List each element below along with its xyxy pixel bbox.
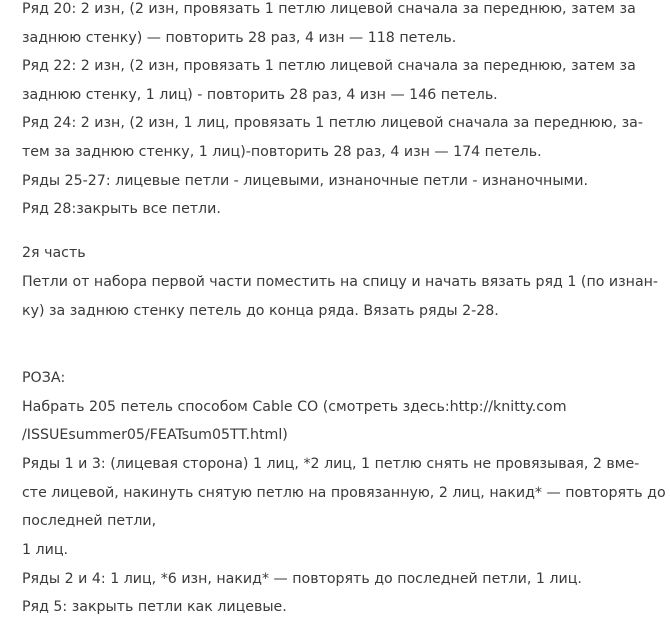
text-line: 1 лиц. bbox=[22, 542, 68, 558]
text-line: Ряды 1 и 3: (лицевая сторона) 1 лиц, *2 лиц, 1 петлю снять не провязывая, 2 вме- bbox=[22, 456, 640, 472]
text-line: Петли от набора первой части поместить на спицу и начать вязать ряд 1 (по изнан- bbox=[22, 274, 659, 290]
text-line: ку) за заднюю стенку петель до конца ряда. Вязать ряды 2-28. bbox=[22, 303, 499, 319]
text-line: Ряды 25-27: лицевые петли - лицевыми, изнаночные петли - изнаночными. bbox=[22, 173, 588, 189]
text-line: Ряды 2 и 4: 1 лиц, *6 изн, накид* — повторять до последней петли, 1 лиц. bbox=[22, 571, 582, 587]
text-line: заднюю стенку) — повторить 28 раз, 4 изн — 118 петель. bbox=[22, 30, 457, 46]
text-line: Ряд 24: 2 изн, (2 изн, 1 лиц, провязать 1 петлю лицевой сначала за переднюю, за- bbox=[22, 115, 643, 131]
text-line: Набрать 205 петель способом Cable CO (смотреть здесь:http://knitty.com bbox=[22, 399, 567, 415]
section-heading: 2я часть bbox=[22, 245, 86, 261]
text-line: Ряд 28:закрыть все петли. bbox=[22, 201, 221, 217]
text-line: Ряд 20: 2 изн, (2 изн, провязать 1 петлю лицевой сначала за переднюю, затем за bbox=[22, 1, 636, 17]
text-line: заднюю стенку, 1 лиц) - повторить 28 раз, 4 изн — 146 петель. bbox=[22, 87, 498, 103]
section-heading: РОЗА: bbox=[22, 370, 66, 386]
text-line: тем за заднюю стенку, 1 лиц)-повторить 28 раз, 4 изн — 174 петель. bbox=[22, 144, 542, 160]
text-line: /ISSUEsummer05/FEATsum05TT.html) bbox=[22, 427, 288, 443]
text-line: Ряд 5: закрыть петли как лицевые. bbox=[22, 599, 287, 615]
text-line: Ряд 22: 2 изн, (2 изн, провязать 1 петлю лицевой сначала за переднюю, затем за bbox=[22, 58, 636, 74]
text-line: сте лицевой, накинуть снятую петлю на провязанную, 2 лиц, накид* — повторять до bbox=[22, 485, 666, 501]
text-line: последней петли, bbox=[22, 513, 157, 529]
